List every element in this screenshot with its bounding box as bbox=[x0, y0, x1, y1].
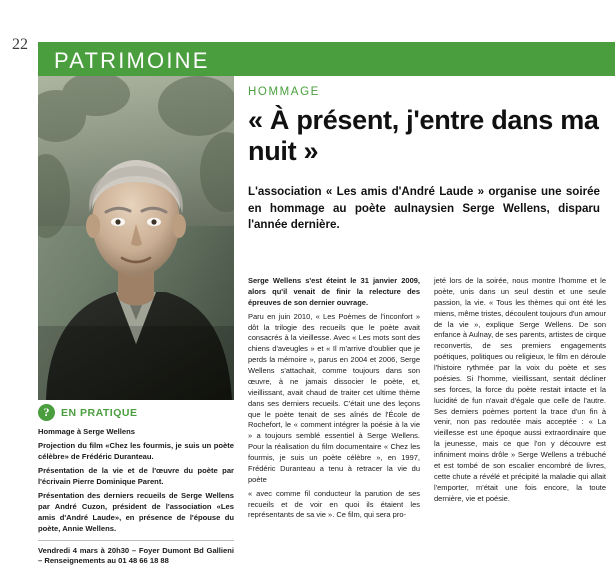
article-column-right bbox=[434, 276, 606, 524]
practical-info-box bbox=[38, 404, 234, 571]
question-mark-icon: ? bbox=[38, 404, 55, 421]
practical-divider bbox=[38, 540, 234, 541]
section-title: PATRIMOINE bbox=[54, 48, 210, 73]
article-header bbox=[248, 86, 603, 248]
article-paragraph: Serge Wellens s'est éteint le 31 janvier 2009, alors qu'il venait de finir la relecture des épreuves de son dernier ouvrage. bbox=[248, 276, 420, 307]
portrait-photo bbox=[38, 76, 234, 400]
practical-line: Présentation des derniers recueils de Serge Wellens par André Cuzon, président de l'association «Les amis d'André Laude», en présence de l'épouse du poète, Annie Wellens. bbox=[38, 491, 234, 533]
practical-info-header bbox=[38, 404, 234, 421]
article-headline: « À présent, j'entre dans ma nuit » bbox=[248, 105, 599, 167]
section-banner bbox=[38, 42, 615, 76]
portrait-illustration bbox=[38, 76, 234, 400]
practical-footer: Vendredi 4 mars à 20h30 – Foyer Dumont Bd Gallieni – Renseignements au 01 48 66 18 88 bbox=[38, 545, 234, 566]
article-standfirst: L'association « Les amis d'André Laude » organise une soirée en hommage au poète aulnaysien Serge Wellens, disparu l'année dernière. bbox=[248, 184, 600, 232]
practical-info-title: EN PRATIQUE bbox=[61, 406, 138, 419]
practical-line: Projection du film «Chez les fourmis, je suis un poète célèbre» de Frédéric Duranteau. bbox=[38, 441, 234, 462]
article-body bbox=[248, 276, 606, 524]
page-number: 22 bbox=[12, 36, 28, 53]
practical-line: Présentation de la vie et de l'œuvre du poète par l'écrivain Pierre Dominique Parent. bbox=[38, 466, 234, 487]
article-kicker: HOMMAGE bbox=[248, 86, 320, 98]
article-paragraph: « avec comme fil conducteur la parution de ses recueils et de voir en quoi ils étaient les représentants de sa vie ». Ce film, qui sera pro- bbox=[248, 488, 420, 520]
article-column-left bbox=[248, 276, 420, 524]
practical-info-body bbox=[38, 427, 234, 567]
article-paragraph: Paru en juin 2010, « Les Poèmes de l'inconfort » dôt la trilogie des recueils que le poète avait consacrés à la vieillesse. Avec « Les mots sont des chiens d'aveugles » et « Il m'arrive d'oublier que je perds la mémoire », parus en 2004 et 2006, Serge Wellens s'attachait, comme toujours dans son œuvre, à ne jamais dissocier le poète, et, vieillissant, avait chaud de traiter cet ultime thème dans ses derniers recueils. C'était une des leçons que le poète tenait de ses aînés de l'École de Rochefort, le « comment intégrer la poésie à la vie » a toujours semblé essentiel à Serge Wellens. Pour la réalisation du film documentaire « Chez les fourmis, je suis un poète célèbre », en 1997, Frédéric Duranteau a tenu à retracer la vie du poète bbox=[248, 311, 420, 484]
article-paragraph: jeté lors de la soirée, nous montre l'homme et le poète, unis dans un seul destin et une seule passion, la vie. « Tous les thèmes qui ont été les miens, même tristes, découlent toujours d'un amour de la vie », explique Serge Wellens. De son enfance à Aulnay, de ses parents, artistes de cirque reconvertis, de ses premiers engagements poétiques, politiques ou religieux, le film en déroule l'histoire rythmée par la voix du poète et ses poésies. Si l'homme, vieillissant, sentait décliner ses forces, la force du poète restait intacte et la lucidité de fun n'avait d'égale que celle de l'autre. Ses derniers poèmes portent la trace d'un fin à venir, non pas redoutée mais acceptée : « La vieillesse est une époque aussi extraordinaire que la jeunesse, mais ce que l'on y découvre est infiniment moins drôle » Serge Wellens a trébuché et est tombé de son escalier encombré de livres, cette chute a révélé et précipité la maladie qui allait l'emporter, m'était une fois encore, la toute dernière, vie et poésie. bbox=[434, 276, 606, 503]
practical-line: Hommage à Serge Wellens bbox=[38, 427, 135, 436]
